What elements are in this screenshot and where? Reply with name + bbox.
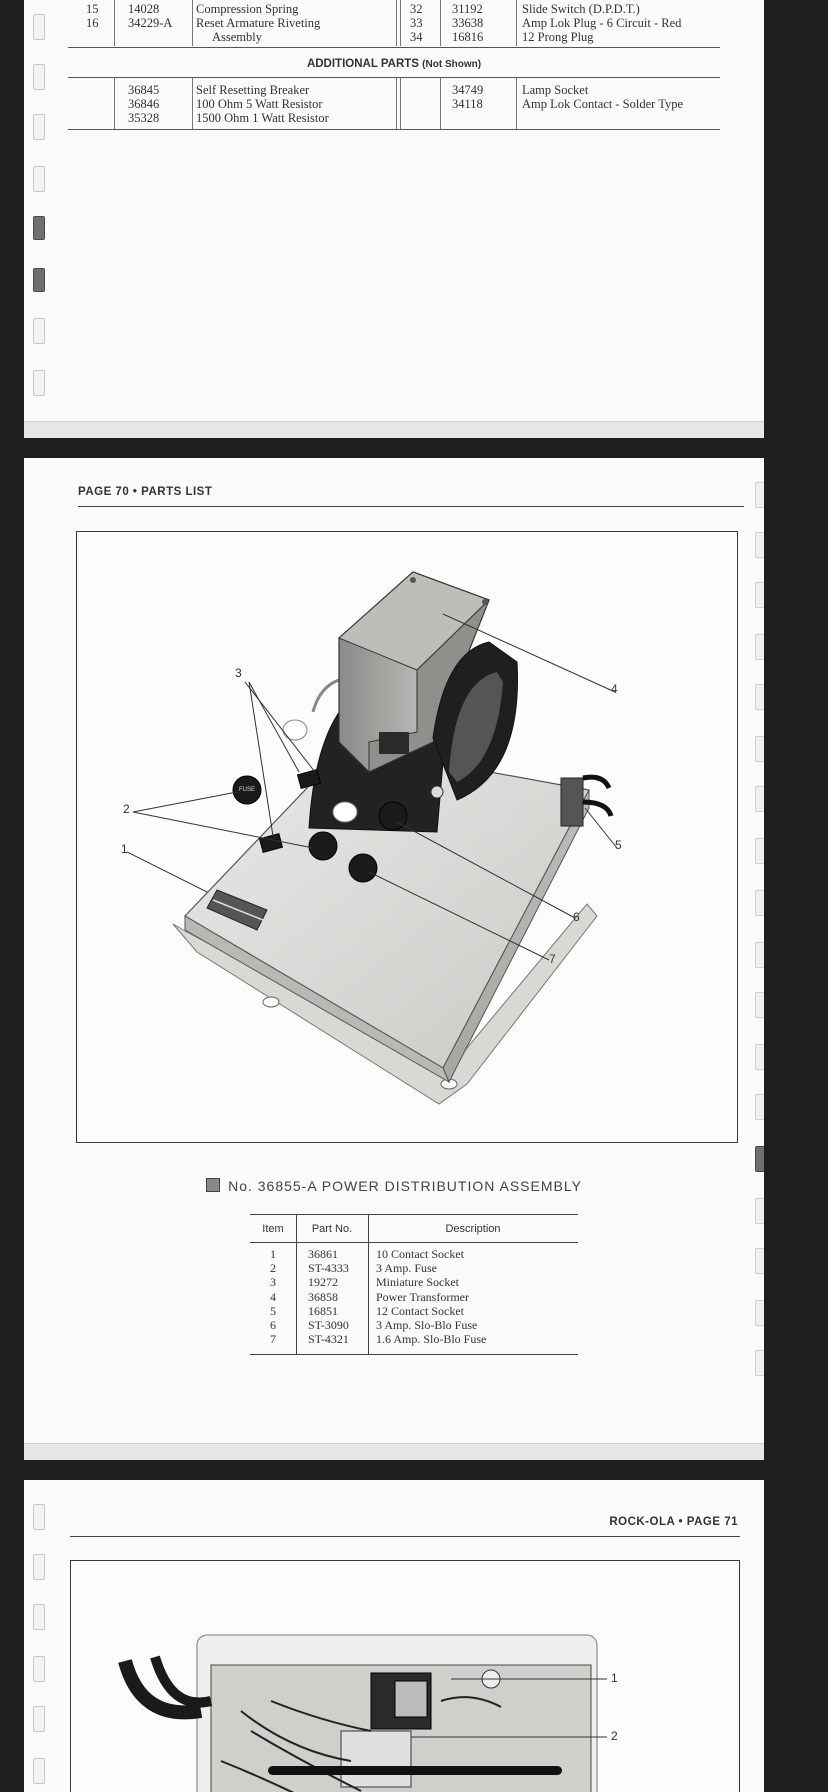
binder-hole (33, 216, 45, 240)
part-description: Lamp Socket (522, 83, 589, 97)
binder-hole (33, 1656, 45, 1682)
callout-2: 2 (123, 802, 130, 816)
header-rule (78, 506, 744, 507)
table-rule (250, 1354, 578, 1355)
table-column-rule (368, 1214, 369, 1354)
bullet-square-icon (206, 1178, 220, 1192)
item-number: 3 (270, 1275, 276, 1290)
page-edge-shadow (24, 421, 764, 438)
additional-parts-title: ADDITIONAL PARTS (306, 58, 419, 70)
callout-5: 5 (615, 838, 622, 852)
table-column-rule (192, 78, 193, 130)
document-page-parts-list-continued (24, 0, 764, 438)
part-number: ST-3090 (308, 1318, 349, 1332)
part-number: ST-4333 (308, 1261, 349, 1276)
table-column-rule (400, 0, 401, 46)
document-page-70 (24, 458, 764, 1460)
additional-parts-heading (68, 58, 720, 70)
part-number: 36846 (128, 97, 160, 111)
binder-hole (33, 370, 45, 396)
binder-hole (33, 14, 45, 40)
part-description: Self Resetting Breaker (196, 83, 310, 97)
part-description: Compression Spring (196, 2, 299, 16)
item-number: 1 (270, 1247, 276, 1261)
part-number: 14028 (128, 2, 160, 16)
document-page-71 (24, 1480, 764, 1792)
table-rule (250, 1242, 578, 1243)
table-column-rule (516, 0, 517, 46)
part-description: 12 Contact Socket (376, 1303, 464, 1318)
item-number: 4 (270, 1289, 276, 1304)
item-number: 34 (410, 30, 423, 44)
binder-hole (755, 482, 764, 508)
table-column-rule (296, 1214, 297, 1354)
part-number: 31192 (452, 2, 483, 16)
binder-hole (33, 1504, 45, 1530)
part-description: Amp Lok Contact - Solder Type (522, 97, 684, 111)
binder-hole (755, 786, 764, 812)
binder-hole (755, 1350, 764, 1376)
binder-hole (33, 1706, 45, 1732)
callout-3: 3 (235, 666, 242, 680)
binder-hole (755, 1094, 764, 1120)
additional-parts-note: (Not Shown) (422, 59, 482, 70)
table-column-rule (396, 78, 397, 130)
item-number: 15 (86, 2, 99, 16)
part-number: ST-4321 (308, 1332, 349, 1347)
assembly-photo-frame (76, 531, 738, 1143)
running-head: PAGE 70 • PARTS LIST (78, 486, 213, 498)
assembly-title-text: No. 36855-A POWER DISTRIBUTION ASSEMBLY (228, 1178, 582, 1194)
binder-hole (755, 1198, 764, 1224)
binder-hole (755, 1146, 764, 1172)
part-description: Miniature Socket (376, 1275, 459, 1290)
part-description: 3 Amp. Fuse (376, 1261, 438, 1276)
callout-7: 7 (549, 952, 556, 966)
page-edge-shadow (24, 1443, 764, 1460)
part-number: 19272 (308, 1275, 338, 1290)
part-description: 3 Amp. Slo-Blo Fuse (376, 1318, 478, 1332)
part-description: 100 Ohm 5 Watt Resistor (196, 97, 323, 111)
wiring-assembly-illustration (71, 1561, 739, 1792)
table-rule (68, 129, 720, 130)
table-column-rule (114, 0, 115, 46)
column-header-description: Description (445, 1223, 501, 1235)
binder-hole (755, 582, 764, 608)
binder-hole (33, 64, 45, 90)
binder-hole (755, 634, 764, 660)
binder-hole (33, 1554, 45, 1580)
home-indicator[interactable] (268, 1766, 562, 1775)
part-number: 36858 (308, 1289, 338, 1304)
part-number: 36861 (308, 1247, 338, 1261)
part-number: 16851 (308, 1303, 338, 1318)
parts-table (250, 1214, 578, 1354)
table-column-rule (114, 78, 115, 130)
callout-1: 1 (611, 1671, 618, 1685)
table-column-rule (192, 0, 193, 46)
part-number: 34749 (452, 83, 484, 97)
binder-hole (755, 684, 764, 710)
assembly-title (24, 1178, 764, 1194)
table-rule (68, 47, 720, 48)
item-number: 5 (270, 1303, 276, 1318)
part-number: 16816 (452, 30, 484, 44)
fuse-cap-label: FUSE (239, 787, 256, 793)
item-number: 33 (410, 16, 423, 30)
part-description: Slide Switch (D.P.D.T.) (522, 2, 640, 16)
column-header-part-no: Part No. (311, 1223, 353, 1235)
binder-hole (755, 1248, 764, 1274)
table-column-rule (396, 0, 397, 46)
binder-hole (33, 114, 45, 140)
binder-hole (33, 1604, 45, 1630)
part-number: 33638 (452, 16, 484, 30)
assembly-photo-frame (70, 1560, 740, 1792)
binder-hole (755, 736, 764, 762)
table-column-rule (440, 0, 441, 46)
binder-hole (33, 166, 45, 192)
part-description: Power Transformer (376, 1289, 469, 1304)
part-description: 1500 Ohm 1 Watt Resistor (196, 111, 329, 125)
callout-2: 2 (611, 1729, 618, 1743)
contact-socket-12 (561, 777, 611, 826)
callout-4: 4 (611, 682, 618, 696)
part-description: 12 Prong Plug (522, 30, 594, 44)
item-number: 32 (410, 2, 423, 16)
part-description: 10 Contact Socket (376, 1247, 464, 1261)
part-description: Amp Lok Plug - 6 Circuit - Red (522, 16, 682, 30)
part-description: 1.6 Amp. Slo-Blo Fuse (376, 1332, 487, 1347)
callout-1: 1 (121, 842, 128, 856)
binder-hole (755, 1300, 764, 1326)
part-description: Assembly (212, 30, 262, 44)
binder-hole (755, 1044, 764, 1070)
table-column-rule (400, 78, 401, 130)
part-description: Reset Armature Riveting (196, 16, 321, 30)
power-distribution-assembly-illustration (77, 532, 737, 1142)
binder-hole (755, 942, 764, 968)
table-column-rule (440, 78, 441, 130)
binder-hole (755, 532, 764, 558)
table-column-rule (516, 78, 517, 130)
item-number: 6 (270, 1318, 276, 1332)
part-number: 36845 (128, 83, 160, 97)
item-number: 2 (270, 1261, 276, 1276)
item-number: 7 (270, 1332, 276, 1347)
table-rule (250, 1214, 578, 1215)
binder-hole (33, 1758, 45, 1784)
running-head: ROCK-OLA • PAGE 71 (609, 1516, 738, 1528)
table-rule (68, 77, 720, 78)
callout-6: 6 (573, 910, 580, 924)
part-number: 34229-A (128, 16, 173, 30)
binder-hole (755, 992, 764, 1018)
column-header-item: Item (262, 1223, 284, 1235)
binder-hole (755, 838, 764, 864)
binder-hole (33, 318, 45, 344)
binder-hole (755, 890, 764, 916)
part-number: 34118 (452, 97, 483, 111)
header-rule (70, 1536, 740, 1537)
binder-hole (33, 268, 45, 292)
item-number: 16 (86, 16, 99, 30)
part-number: 35328 (128, 111, 160, 125)
